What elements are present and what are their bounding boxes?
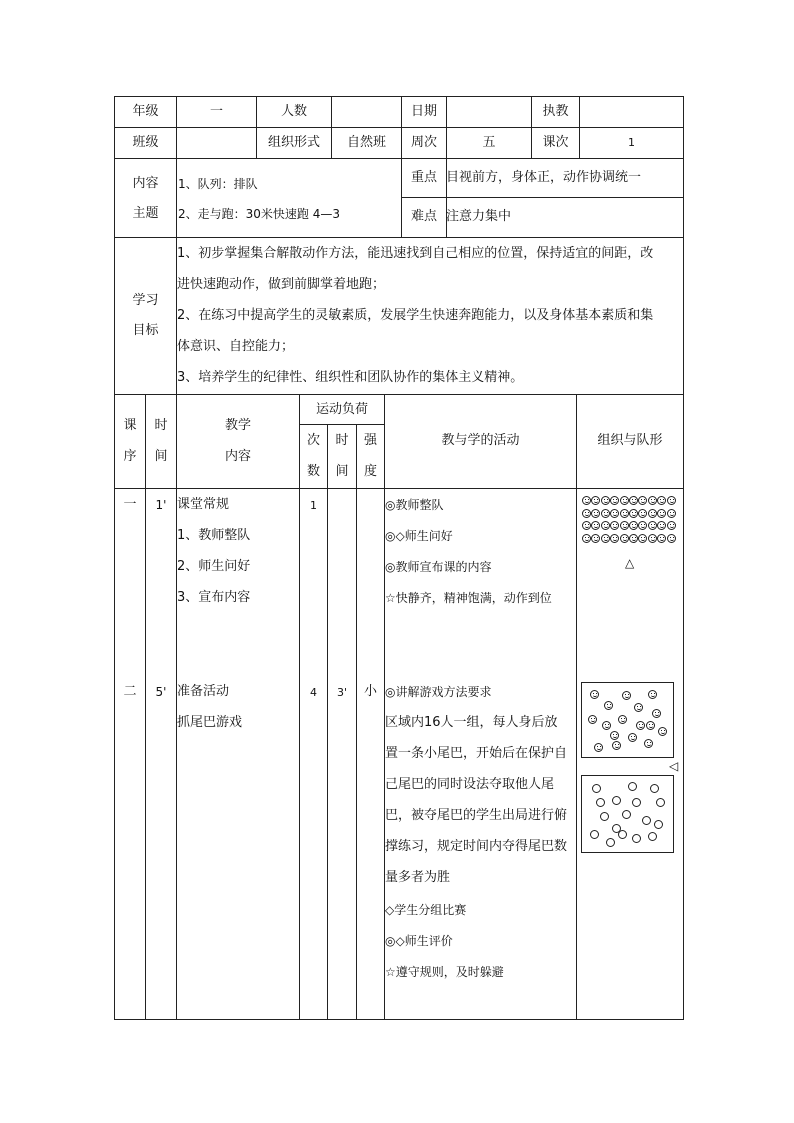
activity-line: 量多者为胜: [385, 870, 451, 885]
section-time: 1': [155, 498, 167, 512]
section-duration: 3': [336, 686, 348, 699]
activity-line: ◎◇师生评价: [385, 934, 453, 948]
date-label: 日期: [410, 104, 437, 119]
col-load-intensity-2: 度: [363, 464, 377, 479]
difficulty-label: 难点: [410, 209, 437, 224]
activity-line: ◇学生分组比赛: [385, 903, 467, 917]
col-activities: 教与学的活动: [441, 433, 520, 448]
col-load-time-2: 间: [335, 464, 349, 479]
student-smiley-icon: [648, 509, 657, 518]
student-circle-icon: [656, 798, 665, 807]
activity-line: ◎教师宣布课的内容: [385, 560, 492, 574]
student-smiley-icon: [657, 534, 666, 543]
student-smiley-icon: [657, 509, 666, 518]
student-smiley-icon: [622, 691, 631, 700]
student-smiley-icon: [634, 703, 643, 712]
student-smiley-icon: [629, 534, 638, 543]
col-load-intensity-1: 强: [363, 433, 377, 448]
student-circle-icon: [622, 810, 631, 819]
student-smiley-icon: [604, 701, 613, 710]
student-smiley-icon: [588, 715, 597, 724]
student-smiley-icon: [590, 690, 599, 699]
student-smiley-icon: [601, 496, 610, 505]
student-smiley-icon: [638, 534, 647, 543]
student-smiley-icon: [620, 534, 629, 543]
student-smiley-icon: [648, 690, 657, 699]
goals-label-2: 目标: [132, 323, 159, 338]
topic-item-1: 1、队列：排队: [178, 177, 258, 191]
section-seq: 一: [123, 497, 137, 512]
student-smiley-icon: [620, 509, 629, 518]
section-seq: 二: [123, 684, 137, 699]
topic-label-1: 内容: [132, 176, 159, 191]
class-label: 班级: [132, 135, 159, 150]
goal-line: 3、培养学生的纪律性、组织性和团队协作的集体主义精神。: [177, 370, 524, 385]
student-circle-icon: [600, 812, 609, 821]
student-smiley-icon: [582, 496, 591, 505]
grade-value: 一: [209, 104, 223, 119]
student-circle-icon: [590, 830, 599, 839]
student-smiley-icon: [667, 521, 676, 530]
section-content-line: 抓尾巴游戏: [177, 715, 243, 730]
col-load-count-1: 次: [306, 433, 320, 448]
activity-line: ◎教师整队: [385, 498, 444, 512]
section-count: 1: [310, 499, 317, 512]
student-smiley-icon: [591, 534, 600, 543]
activity-line: 己尾巴的同时设法夺取他人尾: [385, 777, 555, 792]
activity-line: 区域内16人一组，每人身后放: [385, 715, 558, 730]
student-smiley-icon: [628, 733, 637, 742]
student-smiley-icon: [612, 741, 621, 750]
goal-line: 进快速跑动作，做到前脚掌着地跑；: [177, 277, 386, 292]
student-smiley-icon: [582, 534, 591, 543]
student-circle-icon: [628, 782, 637, 791]
col-content-2: 内容: [224, 449, 251, 464]
col-formation: 组织与队形: [597, 433, 663, 448]
student-smiley-icon: [582, 521, 591, 530]
goals-label-1: 学习: [132, 293, 159, 308]
count-label: 人数: [280, 104, 307, 119]
key-point-value: 目视前方，身体正，动作协调统一: [446, 170, 642, 185]
student-smiley-icon: [602, 721, 611, 730]
section-count: 4: [310, 686, 317, 699]
game-area-smiley: [581, 682, 674, 758]
student-circle-icon: [632, 798, 641, 807]
teacher-triangle-icon: ◁: [669, 759, 679, 773]
student-smiley-icon: [582, 509, 591, 518]
section-content-line: 1、教师整队: [177, 528, 251, 543]
key-point-label: 重点: [410, 170, 437, 185]
goal-line: 体意识、自控能力；: [177, 339, 295, 354]
lesson-value: 1: [628, 136, 635, 149]
student-circle-icon: [618, 830, 627, 839]
org-label: 组织形式: [267, 135, 320, 150]
grade-label: 年级: [132, 104, 159, 119]
teacher-label: 执教: [542, 104, 569, 119]
student-circle-icon: [648, 832, 657, 841]
student-circle-icon: [612, 796, 621, 805]
student-smiley-icon: [636, 721, 645, 730]
section-content-line: 2、师生问好: [177, 559, 251, 574]
student-circle-icon: [632, 834, 641, 843]
col-time-1: 时: [154, 418, 168, 433]
org-value: 自然班: [346, 135, 386, 150]
student-smiley-icon: [610, 534, 619, 543]
student-smiley-icon: [646, 721, 655, 730]
goal-line: 2、在练习中提高学生的灵敏素质，发展学生快速奔跑能力，以及身体基本素质和集: [177, 308, 654, 323]
activity-line: 巴，被夺尾巴的学生出局进行俯: [385, 808, 568, 823]
student-smiley-icon: [652, 709, 661, 718]
col-load-count-2: 数: [306, 464, 320, 479]
week-value: 五: [482, 135, 496, 150]
activity-line: ☆遵守规则，及时躲避: [385, 965, 504, 979]
section-content-line: 3、宣布内容: [177, 590, 251, 605]
teacher-triangle-icon: △: [625, 556, 635, 570]
student-smiley-icon: [667, 509, 676, 518]
student-circle-icon: [650, 784, 659, 793]
student-smiley-icon: [594, 743, 603, 752]
lesson-label: 课次: [542, 135, 569, 150]
student-smiley-icon: [629, 509, 638, 518]
student-smiley-icon: [620, 521, 629, 530]
goal-line: 1、初步掌握集合解散动作方法，能迅速找到自己相应的位置，保持适宜的间距，改: [177, 246, 654, 261]
student-smiley-icon: [658, 727, 667, 736]
activity-line: ◎◇师生问好: [385, 529, 453, 543]
activity-line: 置一条小尾巴，开始后在保护自: [385, 746, 568, 761]
student-smiley-icon: [648, 496, 657, 505]
col-load-time-1: 时: [335, 433, 349, 448]
week-label: 周次: [410, 135, 437, 150]
student-smiley-icon: [629, 496, 638, 505]
student-circle-icon: [654, 820, 663, 829]
student-smiley-icon: [667, 534, 676, 543]
student-circle-icon: [606, 838, 615, 847]
student-smiley-icon: [610, 731, 619, 740]
topic-label-2: 主题: [132, 206, 159, 221]
col-time-2: 间: [154, 449, 168, 464]
game-area-plain: [581, 775, 674, 853]
col-load: 运动负荷: [315, 402, 368, 417]
student-smiley-icon: [644, 739, 653, 748]
activity-line: ☆快静齐，精神饱满，动作到位: [385, 591, 552, 605]
col-seq-1: 课: [123, 418, 137, 433]
section-content-line: 准备活动: [177, 684, 230, 699]
difficulty-value: 注意力集中: [446, 209, 512, 224]
activity-line: ◎讲解游戏方法要求: [385, 685, 492, 699]
student-smiley-icon: [601, 534, 610, 543]
student-smiley-icon: [648, 534, 657, 543]
col-seq-2: 序: [123, 449, 137, 464]
student-smiley-icon: [667, 496, 676, 505]
section-content-line: 课堂常规: [177, 497, 230, 512]
student-smiley-icon: [629, 521, 638, 530]
student-smiley-icon: [591, 509, 600, 518]
student-smiley-icon: [618, 715, 627, 724]
student-smiley-icon: [620, 496, 629, 505]
student-smiley-icon: [610, 509, 619, 518]
student-circle-icon: [592, 784, 601, 793]
student-circle-icon: [596, 798, 605, 807]
activity-line: 撑练习，规定时间内夺得尾巴数: [385, 839, 568, 854]
topic-item-2: 2、走与跑：30米快速跑 4—3: [178, 207, 340, 221]
student-smiley-icon: [601, 509, 610, 518]
section-intensity: 小: [363, 684, 377, 699]
section-time: 5': [155, 685, 167, 699]
student-circle-icon: [642, 816, 651, 825]
student-smiley-icon: [601, 521, 610, 530]
student-smiley-icon: [638, 509, 647, 518]
student-smiley-icon: [648, 521, 657, 530]
col-content-1: 教学: [224, 418, 251, 433]
